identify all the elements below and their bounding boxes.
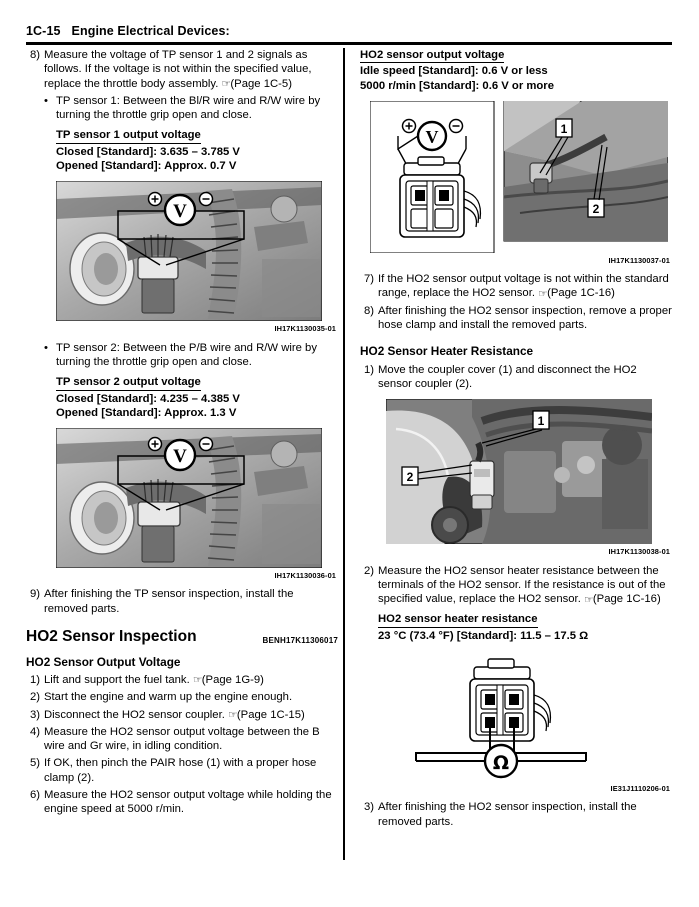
bullet-tp-sensor-2 [42,341,338,370]
spec-tp-sensor-2-voltage [56,375,338,420]
reference-pointer-icon: ☞ [228,709,237,722]
heater-step-2-body [378,564,672,607]
voltmeter-symbol: V [173,201,187,223]
callout-1: 1 [560,121,568,136]
heater-step-2-text: Measure the HO2 sensor heater resistance between the terminals of the HO2 sensor. If the resistance is out of the specified value, replace the HO2 sensor. [378,564,666,606]
callout-2: 2 [592,201,600,216]
column-divider [343,48,345,860]
spec-heater-title: HO2 sensor heater resistance [378,612,538,627]
section-heading-ho2-inspection: HO2 Sensor Inspection [26,628,197,646]
ohmmeter-symbol: Ω [492,752,510,775]
spec-tp1-title: TP sensor 1 output voltage [56,128,201,143]
spec-tp1-row-closed: Closed [Standard]: 3.635 – 3.785 V [56,145,240,158]
callout-1: 1 [537,414,545,429]
ho2-step-7-reference: (Page 1C-16) [547,287,615,300]
figure-ho2-heater-caption: IE31J1110206-01 [610,784,670,794]
ho2-step-1 [26,673,338,687]
voltmeter-symbol-3: V [425,126,439,147]
ho2-step-1-body [44,673,338,687]
reference-pointer-icon: ☞ [538,287,548,300]
ho2-step-6 [26,788,338,817]
bullet-dot-icon: • [44,94,48,107]
ho2-step-4 [26,725,338,754]
ho2-step-1-text: Lift and support the fuel tank. [44,673,190,686]
bullet-tp-sensor-1-text: TP sensor 1: Between the Bl/R wire and R/W wire by turning the throttle grip open and close. [56,94,321,122]
heater-step-3 [360,800,672,829]
header-rule [26,42,672,45]
reference-pointer-icon: ☞ [221,78,231,91]
spec-tp1-row-opened: Opened [Standard]: Approx. 0.7 V [56,160,237,173]
spec-ho2-voltage-row-idle: Idle speed [Standard]: 0.6 V or less [360,65,548,78]
right-column [360,48,672,832]
spec-ho2-heater-resistance [378,612,672,643]
ho2-step-4-text: Measure the HO2 sensor output voltage between the B wire and Gr wire, in idling condition. [44,725,320,753]
subheading-ho2-heater-resistance: HO2 Sensor Heater Resistance [360,344,534,359]
ho2-step-7-number: 7) [363,273,374,286]
ho2-step-8 [360,304,672,333]
ho2-step-3-reference: (Page 1C-15) [236,708,305,721]
step-8-number: 8) [29,49,40,61]
figure-ho2-coupler-location [360,399,672,559]
ho2-step-8-text: After finishing the HO2 sensor inspection, remove a proper hose clamp and install the removed parts. [378,304,672,332]
figure-ho2-coupler-caption: IH17K1130038-01 [608,547,670,557]
heater-step-2 [360,564,672,607]
heater-step-1-text: Move the coupler cover (1) and disconnect the HO2 sensor coupler (2). [378,363,637,390]
ho2-step-5 [26,756,338,785]
figure-ho2-voltage-measurement [360,101,672,268]
figure-tp-sensor-2-caption: IH17K1130036-01 [274,571,336,581]
reference-pointer-icon: ☞ [583,593,593,606]
ho2-step-2-number: 2) [29,691,40,704]
spec-ho2-voltage-title: HO2 sensor output voltage [360,48,504,63]
figure-tp-sensor-1-caption: IH17K1130035-01 [274,324,336,334]
bullet-dot-icon-2: • [44,341,48,354]
ho2-step-3-number: 3) [29,708,40,721]
bullet-tp-sensor-1 [42,94,338,123]
step-8 [26,48,338,91]
heater-step-3-number: 3) [363,801,374,814]
page-number: 1C-15 [26,24,61,38]
heater-step-1-number: 1) [363,363,374,376]
subheading-ho2-output-voltage: HO2 Sensor Output Voltage [26,654,181,669]
ho2-step-7 [360,272,672,301]
spec-ho2-voltage-row-5000: 5000 r/min [Standard]: 0.6 V or more [360,79,554,92]
bullet-tp-sensor-2-text: TP sensor 2: Between the P/B wire and R/W wire by turning the throttle grip open and close. [56,341,317,368]
step-9-number: 9) [29,588,40,601]
step-9-text: After finishing the TP sensor inspection, install the removed parts. [44,588,294,615]
step-9 [26,587,338,616]
spec-tp2-row-opened: Opened [Standard]: Approx. 1.3 V [56,406,237,419]
ho2-step-3-text: Disconnect the HO2 sensor coupler. [44,708,225,721]
reference-pointer-icon: ☞ [192,674,202,687]
section-code: BENH17K11306017 [262,636,338,646]
heater-step-2-reference: (Page 1C-16) [592,593,661,606]
figure-tp-sensor-2 [26,428,338,583]
ho2-step-6-text: Measure the HO2 sensor output voltage while holding the engine speed at 5000 r/min. [44,789,332,816]
ho2-step-3-body [44,708,338,722]
ho2-step-5-text: If OK, then pinch the PAIR hose (1) with a proper hose clamp (2). [44,757,317,784]
ho2-step-6-number: 6) [29,789,40,802]
spec-tp-sensor-1-voltage [56,128,338,173]
ho2-step-4-number: 4) [29,725,40,738]
page-header [26,24,672,38]
ho2-step-1-reference: (Page 1G-9) [201,673,264,686]
spec-tp2-row-closed: Closed [Standard]: 4.235 – 4.385 V [56,392,240,405]
ho2-output-voltage-steps [26,673,338,817]
left-column [26,48,338,820]
ho2-step-2 [26,690,338,704]
heater-step-2-number: 2) [363,564,374,577]
ho2-step-3 [26,708,338,722]
step-8-text: Measure the voltage of TP sensor 1 and 2 signals as follows. If the voltage is not within the specified value, replace the throttle body assembly. [44,49,312,90]
heater-step-3-text: After finishing the HO2 sensor inspection, install the removed parts. [378,801,637,828]
ho2-step-1-number: 1) [29,673,40,686]
step-8-body [44,48,338,91]
ho2-step-7-text: If the HO2 sensor output voltage is not within the standard range, replace the HO2 sensor. [378,273,669,300]
ho2-step-5-number: 5) [29,757,40,770]
callout-2: 2 [406,470,414,485]
ho2-step-2-text: Start the engine and warm up the engine enough. [44,691,293,704]
step-8-reference: (Page 1C-5) [230,77,292,90]
ho2-step-7-body [378,272,672,301]
spec-tp2-title: TP sensor 2 output voltage [56,375,201,390]
spec-ho2-output-voltage [360,48,672,93]
figure-tp-sensor-1 [26,181,338,336]
ho2-step-8-number: 8) [363,304,374,317]
figure-ho2-heater-resistance [360,651,672,796]
heater-step-1 [360,363,672,392]
figure-ho2-voltage-caption: IH17K1130037-01 [608,255,670,265]
spec-heater-row: 23 °C (73.4 °F) [Standard]: 11.5 – 17.5 Ω [378,629,589,642]
voltmeter-symbol-2: V [173,446,187,468]
page-title: Engine Electrical Devices: [71,24,230,38]
